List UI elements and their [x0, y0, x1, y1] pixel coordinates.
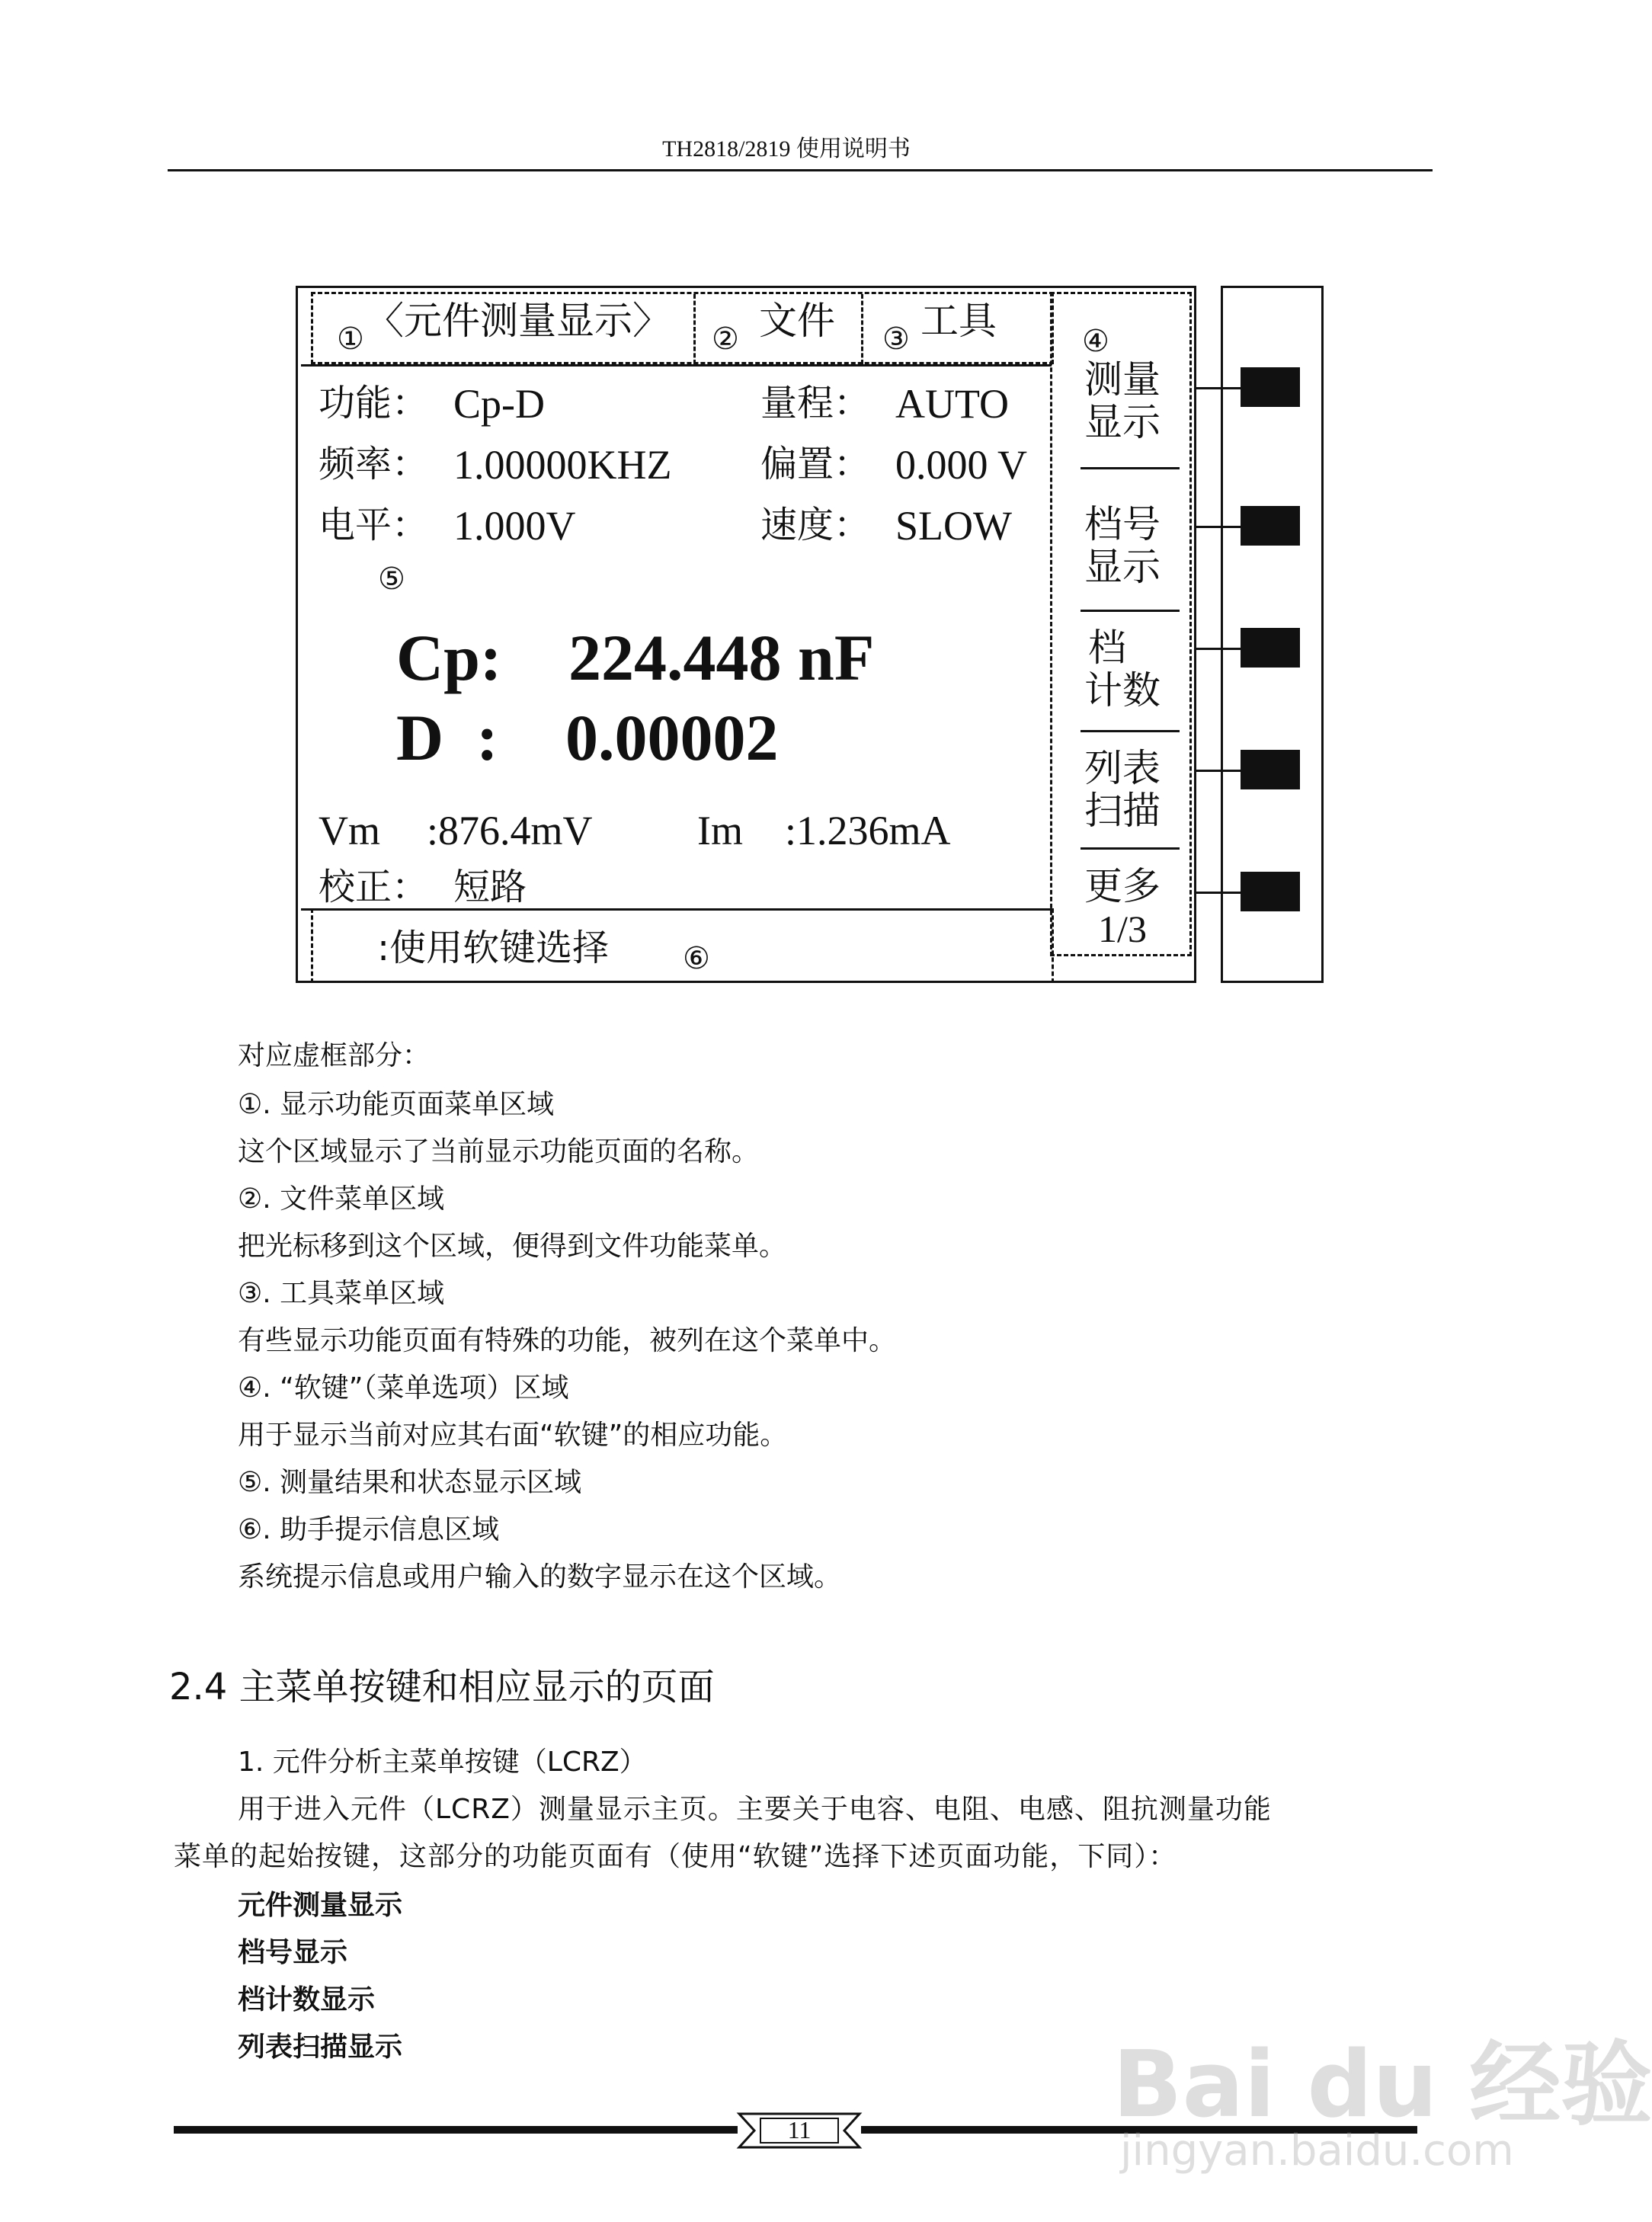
page-tab[interactable]: 〈元件测量显示〉	[366, 299, 671, 343]
marker-5: ⑤	[378, 562, 405, 597]
softkey-connector-5	[1196, 892, 1242, 894]
param-value-function: Cp-D	[453, 381, 545, 427]
im-label: Im	[697, 808, 743, 853]
section-heading: 2.4 主菜单按键和相应显示的页面	[169, 1666, 715, 1708]
menu-divider-1	[693, 294, 696, 364]
param-value-speed: SLOW	[895, 503, 1012, 549]
help-bar-top-line	[301, 908, 1052, 911]
softkey-3-line2: 计数	[1084, 668, 1161, 712]
item-1-desc: 这个区域显示了当前显示功能页面的名称。	[238, 1136, 760, 1167]
softkey-1-line2: 显示	[1084, 400, 1161, 444]
footer-rule-left	[174, 2126, 738, 2134]
param-label-frequency: 频率：	[319, 443, 429, 485]
baidu-watermark-logo: Bai du 经验	[1113, 2032, 1652, 2138]
param-label-level: 电平：	[319, 504, 429, 546]
item-4-title: ④. “软键”（菜单选项）区域	[238, 1372, 569, 1404]
softkey-button-5[interactable]	[1241, 872, 1300, 911]
item-2-desc: 把光标移到这个区域，便得到文件功能菜单。	[238, 1231, 787, 1262]
primary-label: Cp:	[396, 621, 502, 694]
item-2-title: ②. 文件菜单区域	[238, 1183, 445, 1215]
menu-divider-2	[861, 294, 863, 364]
marker-4: ④	[1082, 324, 1109, 359]
page-number: 11	[787, 2116, 812, 2144]
param-label-function: 功能：	[319, 382, 429, 424]
vm-label: Vm	[319, 808, 380, 853]
primary-value: 224.448 nF	[568, 621, 875, 694]
correction-label: 校正：	[319, 866, 429, 908]
softkey-button-4[interactable]	[1241, 750, 1300, 789]
softkey-connector-1	[1196, 387, 1242, 389]
item-3-title: ③. 工具菜单区域	[238, 1278, 445, 1309]
softkey-label-5[interactable]	[1065, 865, 1180, 950]
page-list-item-1: 元件测量显示	[238, 1890, 403, 1921]
item-4-desc: 用于显示当前对应其右面“软键”的相应功能。	[238, 1420, 788, 1451]
softkey-1-line1: 测量	[1084, 357, 1161, 402]
param-label-speed: 速度：	[760, 504, 871, 546]
marker-1: ①	[337, 322, 364, 357]
item-6-desc: 系统提示信息或用户输入的数字显示在这个区域。	[238, 1561, 842, 1593]
softkey-divider-3	[1081, 730, 1180, 732]
softkey-connector-2	[1196, 526, 1242, 528]
im-value: :1.236mA	[785, 808, 951, 853]
softkey-label-2[interactable]	[1065, 503, 1180, 588]
item-6-title: ⑥. 助手提示信息区域	[238, 1514, 500, 1545]
param-label-bias: 偏置：	[760, 443, 871, 485]
marker-6: ⑥	[683, 941, 710, 976]
param-value-frequency: 1.00000KHZ	[453, 442, 672, 488]
page-list-item-2: 档号显示	[238, 1937, 348, 1968]
param-label-range: 量程：	[760, 382, 871, 424]
softkey-button-2[interactable]	[1241, 506, 1300, 546]
correction-value: 短路	[453, 866, 527, 908]
secondary-value: 0.00002	[565, 701, 779, 774]
param-value-bias: 0.000 V	[895, 442, 1028, 488]
tools-tab[interactable]: 工具	[920, 299, 997, 343]
baidu-watermark-url: jingyan.baidu.com	[1120, 2126, 1514, 2176]
marker-3: ③	[882, 322, 910, 357]
softkey-2-line2: 显示	[1084, 545, 1161, 589]
menu-bar-bottom-line	[301, 364, 1052, 367]
param-value-range: AUTO	[895, 381, 1010, 427]
softkey-5-line1: 更多	[1084, 864, 1161, 908]
softkey-4-line1: 列表	[1084, 746, 1161, 790]
secondary-label: D :	[396, 701, 498, 774]
paragraph-line-1: 用于进入元件（LCRZ）测量显示主页。主要关于电容、电阻、电感、阻抗测量功能	[238, 1794, 1272, 1825]
intro-text: 对应虚框部分：	[238, 1040, 431, 1071]
item-1-title: ①. 显示功能页面菜单区域	[238, 1089, 555, 1120]
marker-2: ②	[712, 322, 739, 357]
paragraph-line-2: 菜单的起始按键，这部分的功能页面有（使用“软键”选择下述页面功能，下同）：	[174, 1841, 1177, 1872]
header-title: TH2818/2819 使用说明书	[662, 136, 911, 162]
subheading: 1. 元件分析主菜单按键（LCRZ）	[238, 1747, 647, 1778]
softkey-label-3[interactable]	[1065, 626, 1180, 712]
softkey-button-1[interactable]	[1241, 367, 1300, 407]
param-value-level: 1.000V	[453, 503, 576, 549]
file-tab[interactable]: 文件	[759, 299, 835, 343]
help-text: :使用软键选择	[377, 927, 610, 969]
item-5-title: ⑤. 测量结果和状态显示区域	[238, 1467, 582, 1498]
softkey-label-4[interactable]	[1065, 747, 1180, 832]
vm-value: :876.4mV	[427, 808, 593, 853]
softkey-5-line2: 1/3	[1098, 908, 1147, 950]
softkey-divider-2	[1081, 610, 1180, 612]
softkey-3-line1: 档	[1088, 626, 1126, 670]
softkey-button-3[interactable]	[1241, 628, 1300, 668]
softkey-4-line2: 扫描	[1084, 789, 1161, 833]
page-list-item-4: 列表扫描显示	[238, 2031, 403, 2063]
softkey-divider-1	[1081, 467, 1180, 469]
softkey-label-1[interactable]	[1065, 358, 1180, 443]
item-3-desc: 有些显示功能页面有特殊的功能，被列在这个菜单中。	[238, 1325, 897, 1356]
softkey-connector-4	[1196, 770, 1242, 772]
header-rule	[168, 169, 1433, 171]
page-list-item-3: 档计数显示	[238, 1984, 376, 2015]
softkey-divider-4	[1081, 847, 1180, 850]
softkey-2-line1: 档号	[1084, 502, 1161, 546]
softkey-connector-3	[1196, 648, 1242, 650]
